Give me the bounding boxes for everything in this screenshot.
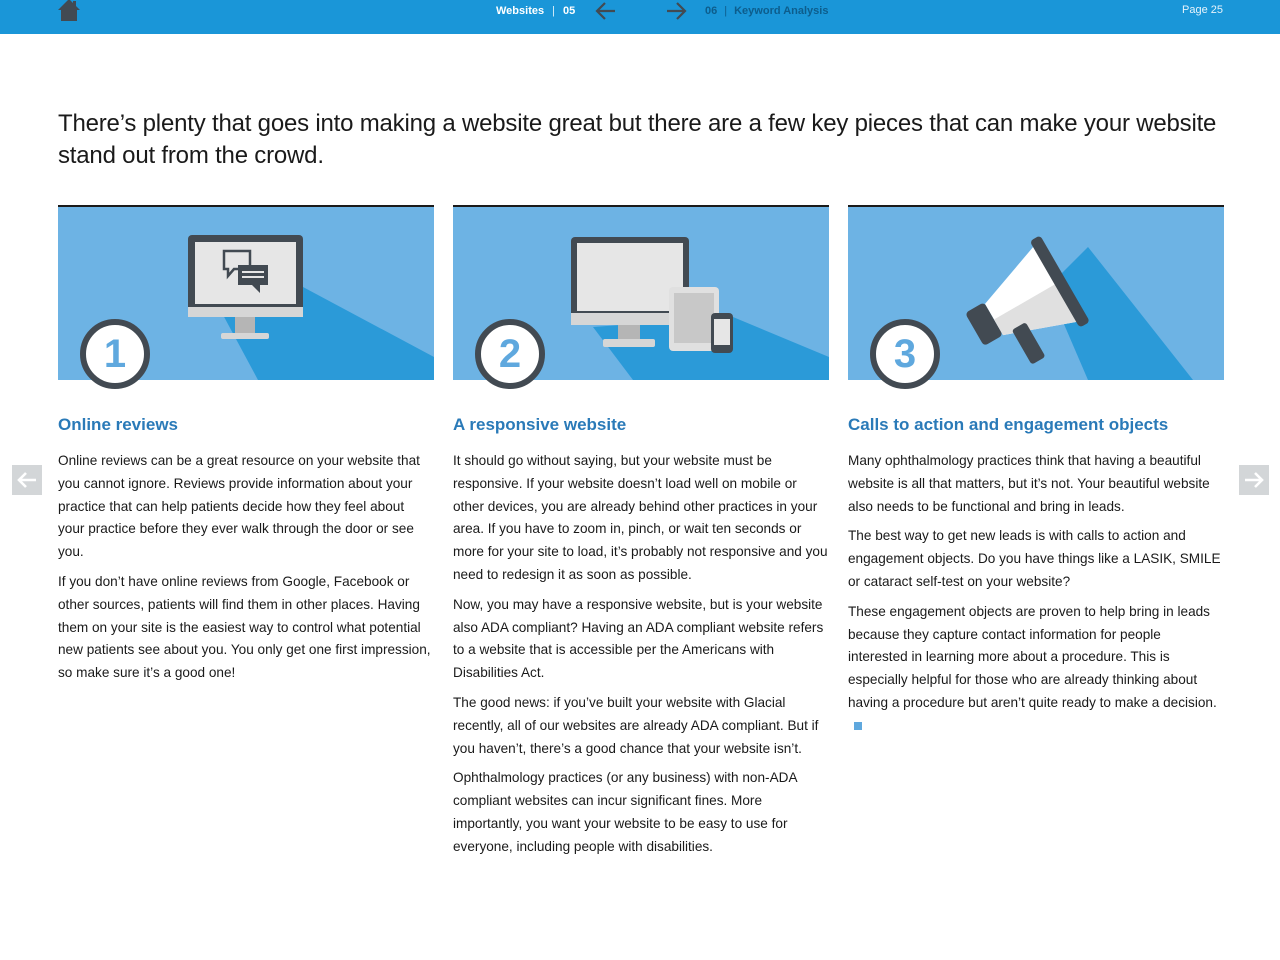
end-of-article-mark [854,722,862,730]
step-number-badge: 2 [475,319,545,389]
step-number-badge: 1 [80,319,150,389]
paragraph: Online reviews can be a great resource on your website that you cannot ignore. Reviews provide information about your practice that can help patients decide how they feel about your practice before they ever walk through the door or see you. [58,453,420,560]
feature-title: Calls to action and engagement objects [848,415,1169,434]
feature-banner-1 [58,205,434,380]
intro-heading: There’s plenty that goes into making a website great but there are a few key pieces that can make your website stand out from the crowd. [58,110,1217,169]
next-section-link[interactable]: 06 | Keyword Analysis [705,5,829,17]
feature-title: A responsive website [453,415,627,434]
paragraph: The best way to get new leads is with calls to action and engagement objects. Do you have things like a LASIK, SMILE or cataract self-test on your website? [848,528,1221,589]
paragraph: If you don’t have online reviews from Google, Facebook or other sources, patients will find them in other places. Having them on your site is the easiest way to control what potential new patients see about you. You only get one first impression, so make sure it’s a good one! [58,573,431,681]
feature-body [58,450,434,692]
paragraph: The good news: if you’ve built your website with Glacial recently, all of our websites are already ADA compliant. But if you haven’t, there’s a good chance that your website isn’t. [453,694,819,756]
paragraph: Now, you may have a responsive website, but is your website also ADA compliant? Having an ADA compliant website refers to a website that is accessible per the Americans with Disabilities Act. [453,596,824,681]
next-section-label: Keyword Analysis [734,5,829,17]
home-icon[interactable] [57,0,81,22]
current-section-label[interactable]: Websites [496,5,545,17]
next-page-arrow-icon[interactable] [1239,465,1269,495]
feature-banner-2 [453,205,829,380]
last-paragraph [848,601,1224,738]
feature-body [453,450,829,866]
section-nav: Websites | 05 [496,0,687,22]
next-section-arrow-icon[interactable] [665,0,687,22]
previous-page-arrow-icon[interactable] [12,465,42,495]
paragraph: Ophthalmology practices (or any business) with non-ADA compliant websites can incur significant fines. More importantly, you want your website to be easy to use for everyone, including people with disabilities. [453,770,797,854]
feature-banner-3 [848,205,1224,380]
feature-column-3 [848,205,1224,710]
feature-column-2 [453,205,829,854]
paragraph: It should go without saying, but your website must be responsive. If your website doesn’t load well on mobile or other devices, you are already behind other practices in your area. If you have to zoom in, pinch, or wait ten seconds or more for your site to load, it’s probably not responsive and you need to redesign it as soon as possible. [453,453,828,582]
paragraph: Many ophthalmology practices think that having a beautiful website is all that matters, but it’s not. Your beautiful website also needs to be functional and bring in leads. [848,453,1210,514]
next-section-number: 06 [705,5,718,17]
feature-column-1 [58,205,434,681]
feature-title: Online reviews [58,415,178,434]
step-number-badge: 3 [870,319,940,389]
prev-section-arrow-icon[interactable] [595,0,617,22]
current-section-number: 05 [562,5,576,17]
top-nav-bar [0,0,1280,34]
feature-body [848,450,1224,745]
page-number: Page 25 [1182,4,1223,16]
paragraph: These engagement objects are proven to help bring in leads because they capture contact information for people interested in learning more about a procedure. This is especially helpful for those who are already thinking about having a procedure but aren’t quite ready to make a decision. [848,603,1217,710]
